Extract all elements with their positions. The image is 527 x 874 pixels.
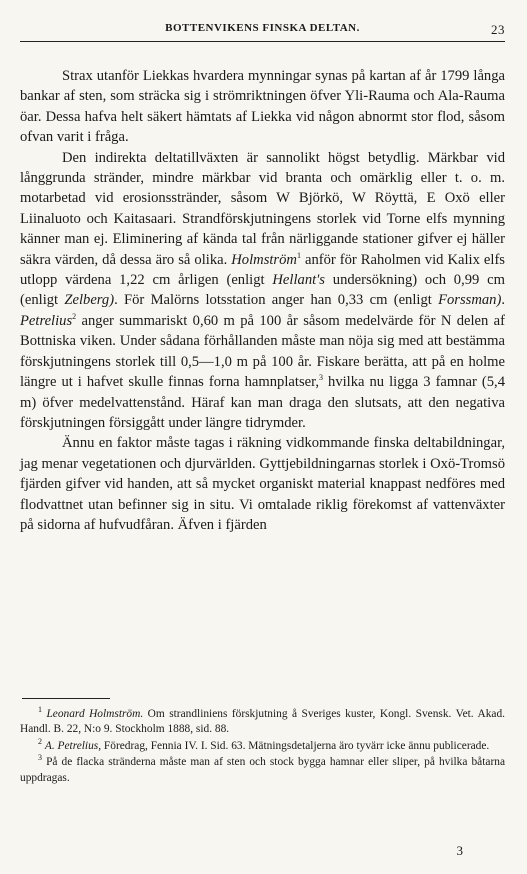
footnote-ref-3: 3 — [319, 373, 324, 383]
footnote-2 — [20, 739, 505, 754]
footnote-3-text: På de flacka stränderna måste man af sten och stock bygga hamnar eller sliper, på hvilka båtarna uppdragas. — [20, 756, 505, 784]
footnote-1-text: Om strandliniens förskjutning å Sveriges kuster, Kongl. Svensk. Vet. Akad. Handl. B. 22, N:o 9. Stockholm 1888, sid. 88. — [20, 708, 505, 736]
p2-text-g: hvilka nu ligga 3 famnar (5,4 m) öfver medelvattenstånd. Häraf kan man draga den slutsats, att den negativa förskjutningen försiggått under längre tidrymder. — [20, 374, 505, 431]
page-header — [20, 22, 505, 38]
footnote-3-mark: 3 — [38, 753, 42, 763]
footnote-1-author: Leonard Holmström. — [46, 708, 144, 720]
p2-text-a: Den indirekta deltatillväxten är sannolikt högst betydlig. Märkbar vid långgrunda stränder, mindre märkbar vid branta och omärklig eller t. o. m. motarbetad vid erosionsstränder, såsom W Björkö, W Röyttä, E Oxö eller Liinaluoto och Kaitasaari. Strandförskjutningens storlek vid Torne elfs mynning känner man ej. Eliminering af kända tal från närliggande stationer gifver ej häller säkra värden, då dessa äro så olika. — [20, 149, 505, 268]
page-number: 23 — [491, 22, 505, 37]
p2-text-b: anför för Raholmen vid Kalix elfs utlopp värdena 1,22 cm årligen (enligt — [20, 251, 505, 289]
footnote-1-mark: 1 — [38, 705, 42, 715]
footnote-rule — [22, 698, 110, 699]
body-text — [20, 66, 505, 535]
citation-zelberg: Zelberg) — [64, 292, 115, 309]
footnote-3 — [20, 755, 505, 786]
footnote-ref-1: 1 — [296, 250, 301, 260]
footnote-2-author: A. Petrelius, — [44, 739, 102, 752]
footnote-2-mark: 2 — [38, 737, 42, 747]
p2-text-d: . För Malörns lotsstation anger han 0,33 cm (enligt — [114, 292, 439, 309]
header-rule — [20, 41, 505, 42]
signature-mark: 3 — [456, 843, 463, 858]
citation-holmstrom: Holmström — [231, 251, 297, 268]
citation-hellant: Hellant's — [272, 272, 325, 289]
paragraph-2 — [20, 148, 505, 434]
footnote-2-text: Föredrag, Fennia IV. I. Sid. 63. Mätningsdetaljerna äro tyvärr icke ännu publicerade. — [101, 739, 490, 752]
paragraph-1: Strax utanför Liekkas hvardera mynningar synas på kartan af år 1799 långa bankar af sten, som sträcka sig i strömriktningen öfver Yli-Rauma och Ala-Rauma öar. Dessa hafva helt säkert hämtats af Liekka vid någon abnormt stor flod, såsom ofvan varit i fråga. — [20, 68, 505, 146]
footnote-ref-2: 2 — [72, 312, 77, 322]
p2-text-e: . — [501, 292, 505, 309]
footnote-1 — [20, 707, 505, 738]
p2-text-c: undersökning) och 0,99 cm (enligt — [20, 272, 505, 309]
paragraph-3: Ännu en faktor måste tagas i räkning vidkommande finska deltabildningar, jag menar vegetationen och djurvärlden. Gyttjebildningarnas storlek i Oxö-Tromsö fjärden gifver vid handen, att så mycket organiskt material knappast nedföres med flodvattnet utan befinner sig in situ. Vi omtalade riklig förekomst af vattenväxter på sidorna af hufvudfåran. Äfven i fjärden — [20, 435, 505, 533]
footnotes — [20, 707, 505, 787]
p2-text-f: anger summariskt 0,60 m på 100 år såsom medelvärde för N delen af Bottniska viken. Under sådana förhållanden måste man nöja sig med att bestämma förskjutningens storlek till 0,5—1,0 m på 100 år. Fiskare berätta, att på en holme längre ut i hafvet skulle finnas forna hamnplatser, — [20, 312, 505, 391]
citation-petrelius: Petrelius — [20, 312, 73, 329]
running-head: BOTTENVIKENS FINSKA DELTAN. — [165, 22, 360, 34]
citation-forssman: Forssman) — [438, 292, 502, 309]
